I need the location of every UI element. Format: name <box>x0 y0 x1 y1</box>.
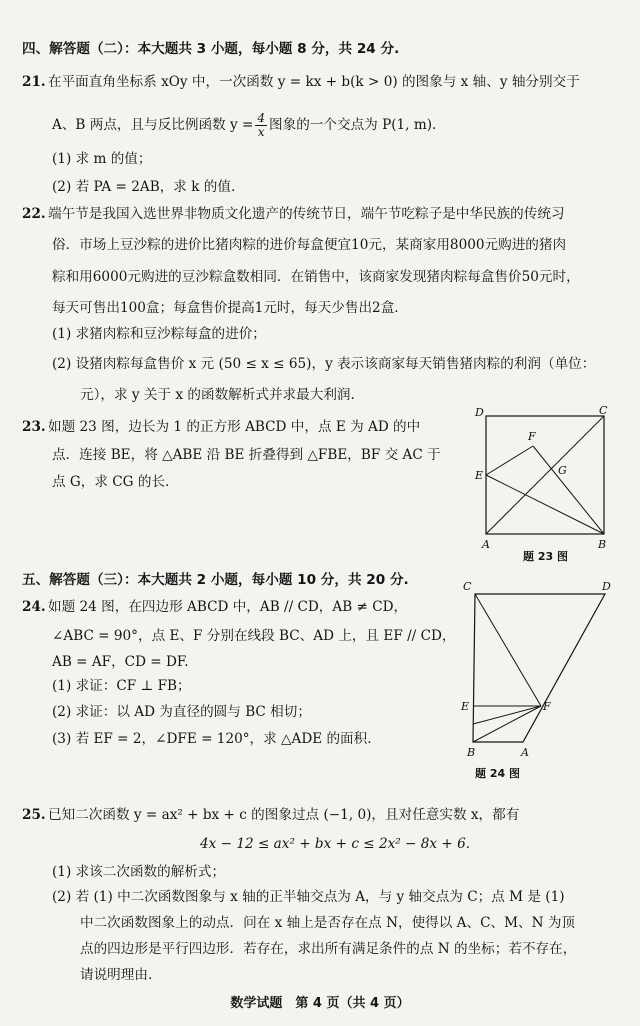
q22-line-3: 粽和用6000元购进的豆沙粽盒数相同．在销售中，该商家发现猪肉粽每盒售价50元时， <box>52 269 580 285</box>
q23-line-3: 点 G，求 CG 的长. <box>52 474 170 490</box>
segment-f-bc <box>473 706 541 724</box>
q25-sub-2a: (2) 若 (1) 中二次函数图象与 x 轴的正半轴交点为 A，与 y 轴交点为 C；点 M 是 (1) <box>52 889 565 905</box>
label-a: A <box>482 538 490 551</box>
q25-sub-1: (1) 求该二次函数的解析式； <box>52 864 226 880</box>
q22-number: 22. <box>22 206 46 222</box>
figure-24-caption: 题 24 图 <box>475 767 520 780</box>
q22-line-1 <box>22 205 565 223</box>
q23-line-1 <box>22 418 420 436</box>
label-f: F <box>543 700 551 713</box>
segment-be <box>486 475 604 534</box>
q22-sub-2b: 元），求 y 关于 x 的函数解析式并求最大利润. <box>80 387 355 403</box>
q23-text-1: 如题 23 图，边长为 1 的正方形 ABCD 中，点 E 为 AD 的中 <box>48 419 421 435</box>
quad-abcd <box>473 594 605 742</box>
q21-text-2b: 图象的一个交点为 P(1, m). <box>269 117 437 133</box>
q21-number: 21. <box>22 74 46 90</box>
q22-line-4: 每天可售出100盒；每盒售价提高1元时，每天少售出2盒． <box>52 300 408 316</box>
q25-sub-2d: 请说明理由. <box>80 967 153 983</box>
label-a: A <box>521 746 529 759</box>
page-footer: 数学试题 第 4 页（共 4 页） <box>230 996 410 1011</box>
q21-text-1: 在平面直角坐标系 xOy 中，一次函数 y = kx + b(k > 0) 的图象与 x 轴、y 轴分别交于 <box>48 74 580 90</box>
segment-bf <box>473 706 541 742</box>
q24-line-1 <box>22 598 407 616</box>
q22-line-2: 俗．市场上豆沙粽的进价比猪肉粽的进价每盒便宜10元，某商家用8000元购进的猪肉 <box>52 237 567 253</box>
q21-sub-1: (1) 求 m 的值； <box>52 151 152 167</box>
q21-frac-den: x <box>257 125 265 139</box>
segment-cf <box>475 594 541 706</box>
segment-ef <box>486 446 533 475</box>
q24-sub-2: (2) 求证：以 AD 为直径的圆与 BC 相切； <box>52 704 311 720</box>
label-b: B <box>598 538 607 551</box>
q25-sub-2b: 中二次函数图象上的动点．问在 x 轴上是否存在点 N，使得以 A、C、M、N 为顶 <box>80 915 576 931</box>
q25-line-1 <box>22 806 519 824</box>
label-c: C <box>463 580 472 593</box>
q21-line-1 <box>22 73 580 91</box>
figure-23-caption: 题 23 图 <box>523 550 568 563</box>
label-f: F <box>528 430 536 443</box>
label-b: B <box>467 746 476 759</box>
section-5-heading: 五、解答题（三）：本大题共 2 小题，每小题 10 分，共 20 分. <box>22 572 409 588</box>
label-d: D <box>602 580 611 593</box>
q22-sub-2a: (2) 设猪肉粽每盒售价 x 元 (50 ≤ x ≤ 65)，y 表示该商家每天销售猪肉粽的利润（单位： <box>52 356 596 372</box>
q21-text-2a: A、B 两点，且与反比例函数 y = <box>52 117 254 133</box>
q25-text-1: 已知二次函数 y = ax² + bx + c 的图象过点 (−1, 0)，且对任意实数 x，都有 <box>48 807 520 823</box>
q25-sub-2c: 点的四边形是平行四边形．若存在，求出所有满足条件的点 N 的坐标；若不存在， <box>80 941 577 957</box>
q23-number: 23. <box>22 419 46 435</box>
q24-line-3: AB = AF，CD = DF. <box>52 654 189 670</box>
label-e: E <box>475 469 484 482</box>
q22-sub-1: (1) 求猪肉粽和豆沙粽每盒的进价； <box>52 326 266 342</box>
q24-sub-3: (3) 若 EF = 2，∠DFE = 120°，求 △ADE 的面积. <box>52 731 372 747</box>
q21-line-2 <box>52 112 436 139</box>
q21-frac-num: 4 <box>257 111 266 125</box>
label-e: E <box>461 700 470 713</box>
q22-text-1: 端午节是我国入选世界非物质文化遗产的传统节日，端午节吃粽子是中华民族的传统习 <box>48 206 565 222</box>
section-4-heading: 四、解答题（二）：本大题共 3 小题，每小题 8 分，共 24 分. <box>22 41 400 57</box>
q21-sub-2: (2) 若 PA = 2AB，求 k 的值. <box>52 179 236 195</box>
q24-line-2: ∠ABC = 90°，点 E、F 分别在线段 BC、AD 上，且 EF // CD， <box>52 628 456 644</box>
label-d: D <box>475 406 484 419</box>
label-c: C <box>599 404 608 417</box>
diagonal-ac <box>486 416 604 534</box>
q24-number: 24. <box>22 599 46 615</box>
label-g: G <box>558 464 567 477</box>
q25-number: 25. <box>22 807 46 823</box>
q23-line-2: 点．连接 BE，将 △ABE 沿 BE 折叠得到 △FBE，BF 交 AC 于 <box>52 447 441 463</box>
q24-sub-1: (1) 求证：CF ⊥ FB； <box>52 678 191 694</box>
figure-23 <box>472 404 622 554</box>
q24-text-1: 如题 24 图，在四边形 ABCD 中，AB // CD，AB ≠ CD， <box>48 599 408 615</box>
q21-fraction <box>255 112 267 139</box>
segment-bf <box>533 446 604 534</box>
figure-24 <box>455 578 620 768</box>
q25-inequality: 4x − 12 ≤ ax² + bx + c ≤ 2x² − 8x + 6. <box>200 836 471 852</box>
